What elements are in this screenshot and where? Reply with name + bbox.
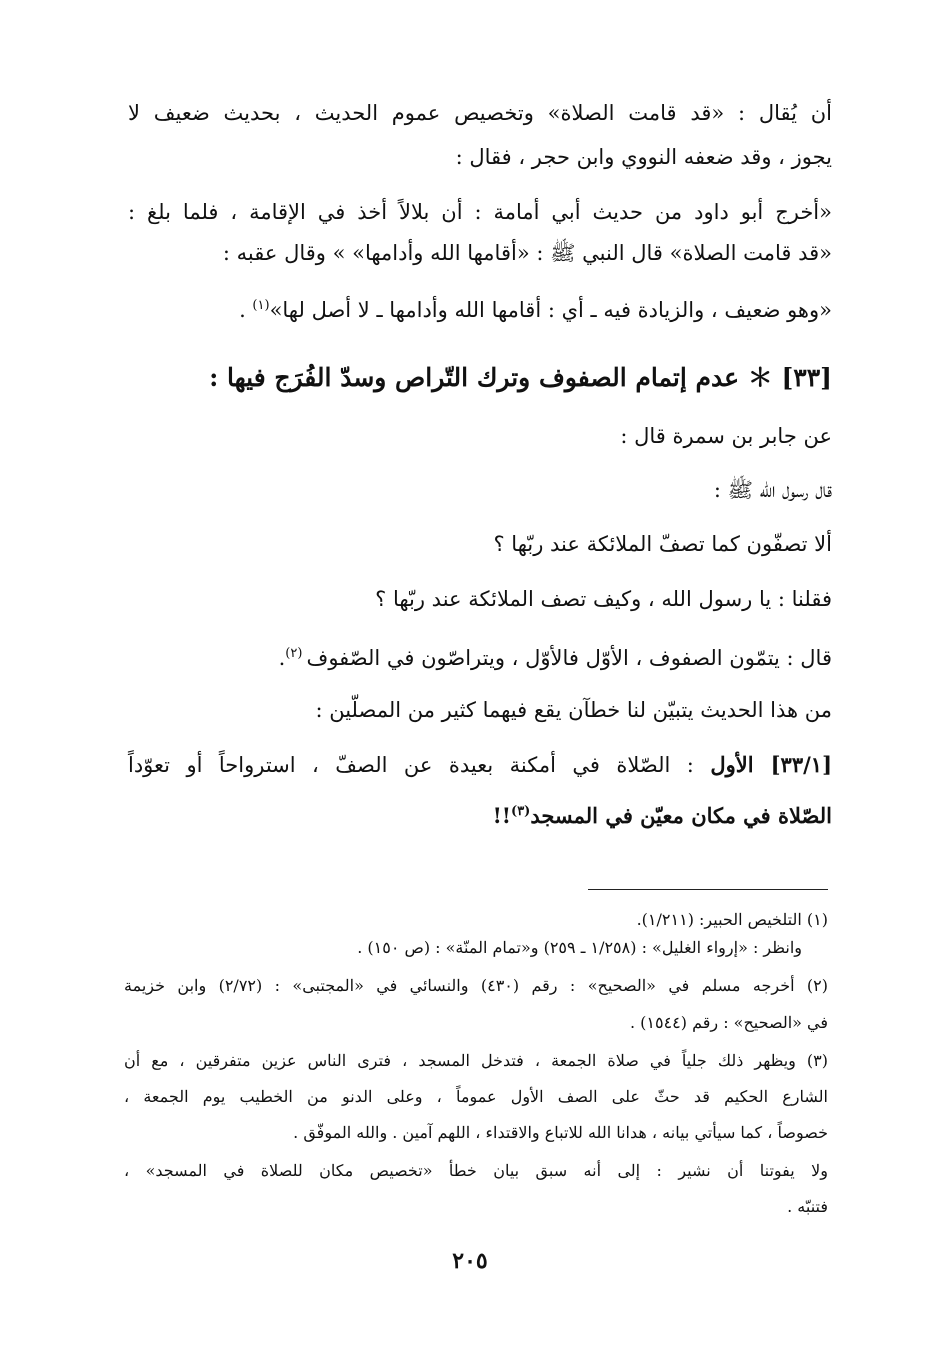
- quote-2-text: «وهو ضعيف ، والزيادة فيه ـ أي : أقامها الله وأدامها ـ لا أصل لها»: [269, 298, 832, 322]
- footnote-3-line-4: ولا يفوتنا أن نشير : إلى أنه سبق بيان خطأ «تخصيص مكان للصلاة في المسجد» ،: [124, 1161, 828, 1180]
- hadith-line-1: عن جابر بن سمرة قال :: [620, 424, 832, 448]
- hadith-line-5-text: قال : يتمّون الصفوف ، الأوّل فالأوّل ، ويتراصّون في الصّفوف: [306, 646, 832, 670]
- footnote-2-line-1: (٢) أخرجه مسلم في «الصحيح» : رقم (٤٣٠) والنسائي في «المجتبى» : (٢/٧٢) وابن خزيمة: [124, 976, 828, 995]
- paragraph-5-line-1-text: : الصّلاة في أمكنة بعيدة عن الصفّ ، استرواحاً أو تعوّداً: [128, 753, 711, 777]
- paragraph-1-line-2: يجوز ، وقد ضعفه النووي وابن حجر ، فقال :: [455, 145, 832, 169]
- footnote-3-line-3: خصوصاً ، كما سيأتي بيانه ، هدانا الله للاتباع والاقتداء ، اللهم آمين . والله الموفّق .: [293, 1123, 828, 1142]
- footnote-1-line-1: (١) التلخيص الحبير: (١/٢١١).: [636, 910, 828, 929]
- footnote-3-line-2: الشارع الحكيم قد حثّ على الصف الأول عموماً ، وعلى الدنو من الخطيب يوم الجمعة ،: [124, 1087, 828, 1106]
- quote-1-line-1: «أخرج أبو داود من حديث أبي أمامة : أن بلالاً أخذ في الإقامة ، فلما بلغ :: [128, 200, 832, 224]
- hadith-line-5-end: .: [278, 646, 286, 670]
- hadith-line-2: قال رسول الله ﷺ :: [713, 478, 832, 502]
- hadith-line-3: ألا تصفّون كما تصفّ الملائكة عند ربّها ؟: [493, 532, 832, 556]
- hadith-line-5: [279, 638, 832, 674]
- footnote-3-line-1: (٣) ويظهر ذلك جلياً في صلاة الجمعة ، فتدخل المسجد ، فترى الناس عزين متفرقين ، مع أن: [124, 1051, 828, 1070]
- section-heading: [٣٣] ＊ عدم إتمام الصفوف وترك التّراص وسدّ الفُرَج فيها :: [209, 363, 832, 392]
- footnote-ref-2: (٢): [285, 646, 307, 661]
- paragraph-5-line-2-end: !!: [492, 803, 512, 828]
- paragraph-5-line-2-text: الصّلاة في مكان معيّن في المسجد: [530, 803, 832, 828]
- footnote-3-line-5: فتنبّه .: [787, 1197, 828, 1216]
- footnote-1-line-2: وانظر : «إرواء الغليل» : (١/٢٥٨ ـ ٢٥٩) و«تمام المنّة» : (ص ١٥٠) .: [357, 938, 802, 957]
- page-number: ٢٠٥: [452, 1248, 488, 1274]
- paragraph-5-line-2: [493, 796, 832, 832]
- paragraph-4-line-1: من هذا الحديث يتبيّن لنا خطآن يقع فيهما كثير من المصلّين :: [315, 698, 832, 722]
- subsection-label: [٣٣/١] الأول: [710, 752, 832, 777]
- footnote-2-line-2: في «الصحيح» : رقم (١٥٤٤) .: [629, 1013, 828, 1032]
- footnote-divider: [588, 889, 828, 890]
- paragraph-5-line-1: [128, 749, 832, 781]
- footnote-ref-1: (١): [252, 298, 270, 313]
- hadith-line-4: فقلنا : يا رسول الله ، وكيف تصف الملائكة عند ربّها ؟: [375, 587, 832, 611]
- quote-2-line-1: [239, 290, 832, 326]
- footnote-ref-3: (٣): [511, 804, 531, 819]
- paragraph-1-line-1: أن يُقال : «قد قامت الصلاة» وتخصيص عموم الحديث ، بحديث ضعيف لا: [128, 101, 832, 125]
- quote-1-line-2: «قد قامت الصلاة» قال النبي ﷺ : «أقامها الله وأدامها» » وقال عقبه :: [222, 241, 832, 265]
- quote-2-end: .: [239, 298, 253, 322]
